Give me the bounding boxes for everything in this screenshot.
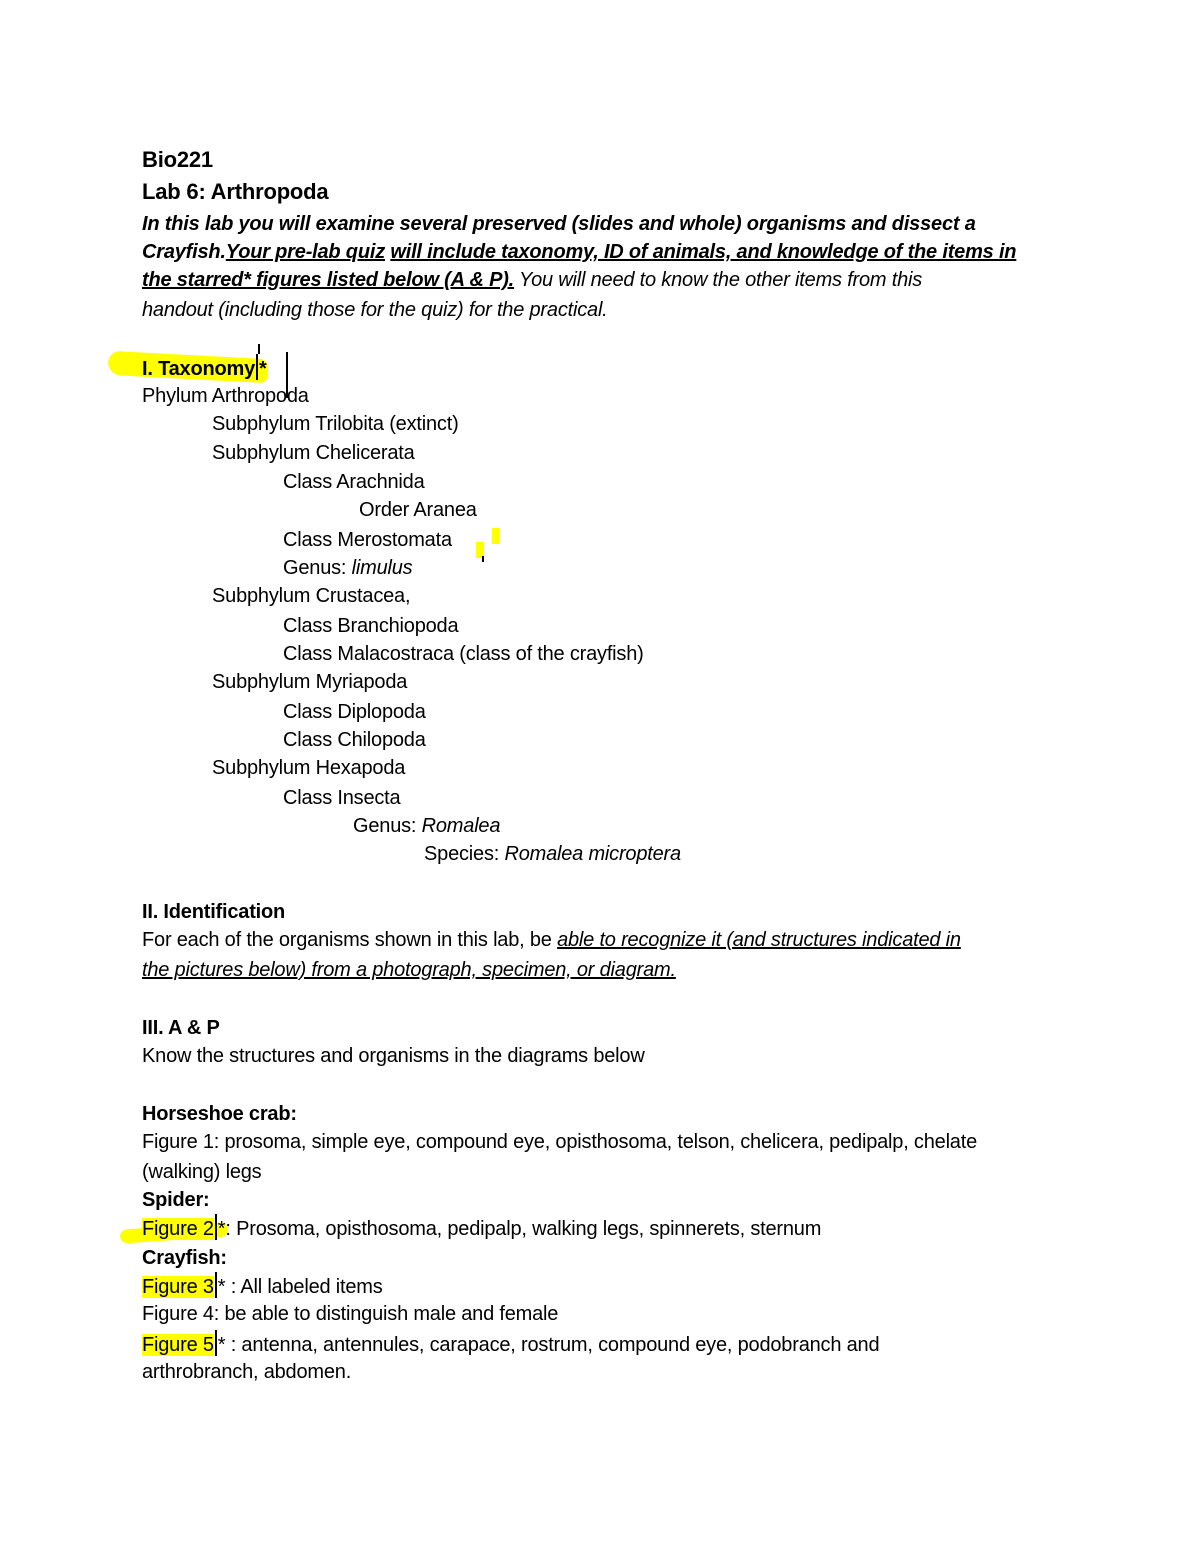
figure-2-line <box>142 1214 821 1243</box>
identification-line: the pictures below) from a photograph, specimen, or diagram. <box>142 959 676 981</box>
horseshoe-heading: Horseshoe crab: <box>142 1103 297 1125</box>
taxon-label: Genus: <box>283 557 352 579</box>
taxon-subphylum: Subphylum Chelicerata <box>212 442 415 464</box>
intro-underlined: Your pre-lab quiz <box>225 241 385 263</box>
figure-1-line: (walking) legs <box>142 1161 262 1183</box>
pen-mark <box>258 344 260 354</box>
figure-2-text: : Prosoma, opisthosoma, pedipalp, walking legs, spinnerets, sternum <box>225 1218 822 1240</box>
figure-3-text: * : All labeled items <box>217 1276 383 1298</box>
spider-heading: Spider: <box>142 1189 210 1211</box>
text-cursor <box>215 1330 217 1356</box>
taxon-class: Class Diplopoda <box>283 701 426 723</box>
taxon-class: Class Branchiopoda <box>283 615 459 637</box>
taxon-name: Romalea <box>421 815 501 837</box>
anp-heading: III. A & P <box>142 1017 220 1039</box>
anp-intro: Know the structures and organisms in the diagrams below <box>142 1045 645 1067</box>
identification-heading: II. Identification <box>142 901 286 923</box>
text-cursor <box>215 1272 217 1298</box>
taxonomy-heading-text: I. Taxonomy <box>142 358 256 380</box>
taxon-label: Species: <box>424 843 505 865</box>
pen-mark <box>482 556 484 562</box>
taxon-order: Order Aranea <box>359 499 477 521</box>
taxon-class: Class Merostomata <box>283 529 452 551</box>
taxonomy-star: * <box>259 358 267 380</box>
identification-line <box>142 926 961 954</box>
intro-line: handout (including those for the quiz) for the practical. <box>142 299 608 321</box>
taxon-class: Class Malacostraca (class of the crayfish) <box>283 643 644 665</box>
intro-line: In this lab you will examine several preserved (slides and whole) organisms and dissect a <box>142 213 976 235</box>
intro-text: Crayfish. <box>142 241 226 263</box>
figure-3-line <box>142 1272 383 1301</box>
taxon-subphylum: Subphylum Trilobita (extinct) <box>212 413 459 435</box>
taxon-class: Class Arachnida <box>283 471 425 493</box>
figure-5-label: Figure 5 <box>142 1334 214 1356</box>
course-code: Bio221 <box>142 147 213 172</box>
highlighter-speck <box>492 528 499 544</box>
figure-5-line: arthrobranch, abdomen. <box>142 1361 352 1383</box>
identification-underlined: able to recognize it (and structures indicated in <box>557 929 961 951</box>
taxon-subphylum: Subphylum Crustacea, <box>212 585 411 607</box>
identification-text: For each of the organisms shown in this lab, be <box>142 929 558 951</box>
text-cursor <box>256 354 258 380</box>
figure-4-line: Figure 4: be able to distinguish male and female <box>142 1303 559 1325</box>
taxon-genus <box>283 554 412 582</box>
taxon-subphylum: Subphylum Myriapoda <box>212 671 408 693</box>
figure-2-label: Figure 2 <box>142 1218 214 1240</box>
taxon-phylum: Phylum Arthropoda <box>142 385 309 407</box>
intro-text: You will need to know the other items from this <box>519 269 923 291</box>
intro-underlined: the starred* figures listed below (A & P). <box>142 269 515 291</box>
lab-title: Lab 6: Arthropoda <box>142 179 329 204</box>
intro-line <box>142 238 1016 266</box>
figure-1-line: Figure 1: prosoma, simple eye, compound eye, opisthosoma, telson, chelicera, pedipalp, chelate <box>142 1131 978 1153</box>
taxon-genus <box>353 812 500 840</box>
figure-3-label: Figure 3 <box>142 1276 214 1298</box>
figure-2-star: * <box>217 1218 226 1240</box>
intro-underlined: will include taxonomy, ID of animals, and knowledge of the items in <box>390 241 1017 263</box>
text-cursor <box>215 1214 217 1240</box>
figure-5-text: * : antenna, antennules, carapace, rostrum, compound eye, podobranch and <box>217 1334 880 1356</box>
crayfish-heading: Crayfish: <box>142 1247 227 1269</box>
taxon-name: limulus <box>351 557 413 579</box>
intro-line <box>142 266 922 294</box>
taxon-label: Genus: <box>353 815 422 837</box>
figure-5-line <box>142 1330 879 1359</box>
taxon-name: Romalea microptera <box>504 843 681 865</box>
taxon-subphylum: Subphylum Hexapoda <box>212 757 406 779</box>
taxon-class: Class Insecta <box>283 787 401 809</box>
taxon-species <box>424 840 681 868</box>
taxonomy-heading <box>142 354 267 383</box>
taxon-class: Class Chilopoda <box>283 729 426 751</box>
